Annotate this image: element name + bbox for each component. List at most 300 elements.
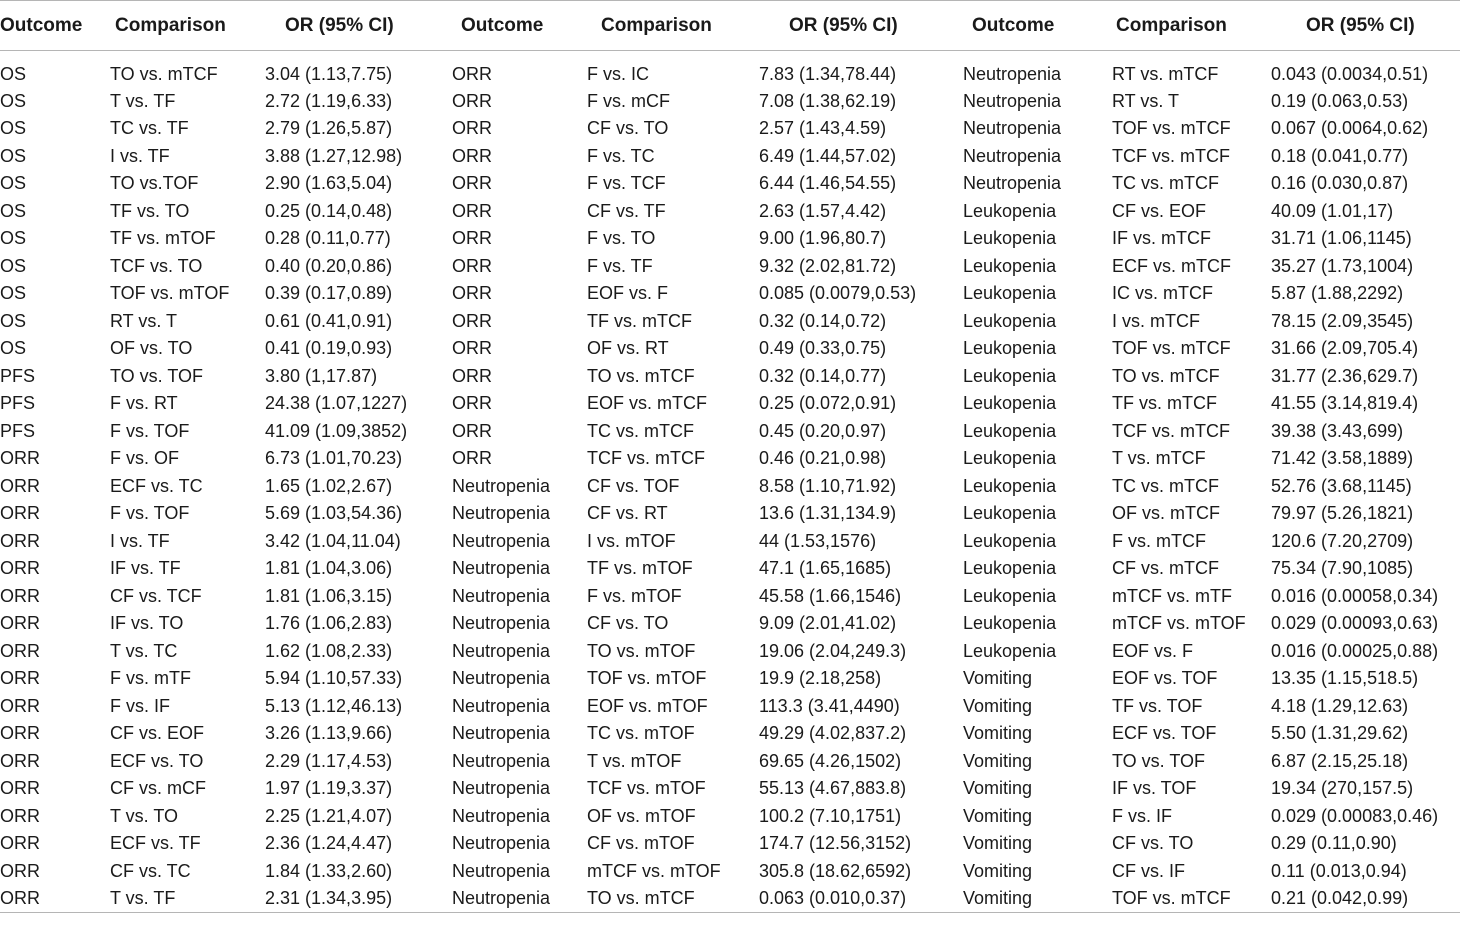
cell-comparison-3: ECF vs. mTCF [1112, 255, 1231, 276]
cell-comparison-2: CF vs. TO [587, 613, 669, 634]
cell-comparison-3: IC vs. mTCF [1112, 283, 1213, 304]
cell-comparison-1: F vs. TOF [110, 503, 190, 524]
cell-comparison-1: T vs. TF [110, 885, 265, 913]
cell-outcome-1: ORR [0, 695, 40, 716]
cell-outcome-1: OS [0, 283, 27, 304]
cell-or-ci-1: 1.65 (1.02,2.67) [265, 475, 393, 496]
cell-or-ci-3: 0.21 (0.042,0.99) [1271, 885, 1460, 913]
cell-or-ci-3: 0.043 (0.0034,0.51) [1271, 63, 1429, 84]
cell-or-ci-2: 2.57 (1.43,4.59) [759, 118, 887, 139]
cell-comparison-3: TC vs. mTCF [1112, 475, 1219, 496]
cell-outcome-2: Neutropenia [452, 530, 551, 551]
cell-comparison-3: mTCF vs. mTOF [1112, 613, 1246, 634]
cell-comparison-3: mTCF vs. mTF [1112, 585, 1232, 606]
cell-comparison-1: TO vs. TOF [110, 365, 204, 386]
cell-outcome-1: PFS [0, 393, 36, 414]
cell-or-ci-1: 2.29 (1.17,4.53) [265, 750, 393, 771]
table-row [0, 720, 1460, 748]
cell-or-ci-3: 71.42 (3.58,1889) [1271, 448, 1414, 469]
cell-or-ci-2: 113.3 (3.41,4490) [759, 695, 900, 716]
cell-or-ci-2: 7.83 (1.34,78.44) [759, 63, 897, 84]
cell-comparison-2: F vs. TF [587, 255, 653, 276]
cell-comparison-3: TCF vs. mTCF [1112, 420, 1230, 441]
cell-comparison-2: F vs. TO [587, 228, 656, 249]
cell-outcome-2: Neutropenia [452, 750, 551, 771]
cell-or-ci-2: 44 (1.53,1576) [759, 530, 877, 551]
cell-outcome-3: Vomiting [963, 860, 1033, 881]
cell-or-ci-2: 0.49 (0.33,0.75) [759, 338, 887, 359]
table-row [0, 803, 1460, 831]
cell-or-ci-3: 0.16 (0.030,0.87) [1271, 173, 1409, 194]
cell-outcome-3: Vomiting [963, 668, 1033, 689]
cell-comparison-2: T vs. mTOF [587, 750, 682, 771]
cell-outcome-1: ORR [0, 530, 40, 551]
cell-or-ci-3: 0.19 (0.063,0.53) [1271, 90, 1409, 111]
cell-or-ci-2: 0.25 (0.072,0.91) [759, 393, 897, 414]
cell-comparison-2: CF vs. TF [587, 200, 666, 221]
cell-comparison-3: TOF vs. mTCF [1112, 885, 1271, 913]
table-row [0, 51, 1460, 88]
cell-outcome-2: Neutropenia [452, 503, 551, 524]
cell-outcome-2: Neutropenia [452, 613, 551, 634]
cell-comparison-1: F vs. OF [110, 448, 179, 469]
cell-outcome-1: OS [0, 200, 27, 221]
cell-or-ci-3: 120.6 (7.20,2709) [1271, 530, 1414, 551]
cell-comparison-1: RT vs. T [110, 310, 178, 331]
cell-or-ci-3: 6.87 (2.15,25.18) [1271, 750, 1409, 771]
cell-or-ci-1: 0.41 (0.19,0.93) [265, 338, 393, 359]
cell-or-ci-3: 40.09 (1.01,17) [1271, 200, 1394, 221]
cell-comparison-3: CF vs. EOF [1112, 200, 1206, 221]
cell-comparison-1: T vs. TC [110, 640, 178, 661]
cell-comparison-2: mTCF vs. mTOF [587, 860, 721, 881]
cell-or-ci-1: 1.62 (1.08,2.33) [265, 640, 393, 661]
cell-outcome-3: Leukopenia [963, 640, 1057, 661]
cell-or-ci-1: 1.81 (1.06,3.15) [265, 585, 393, 606]
cell-comparison-2: CF vs. RT [587, 503, 668, 524]
cell-or-ci-2: 47.1 (1.65,1685) [759, 558, 892, 579]
cell-comparison-2: TCF vs. mTCF [587, 448, 705, 469]
cell-comparison-1: F vs. IF [110, 695, 170, 716]
cell-or-ci-3: 5.50 (1.31,29.62) [1271, 723, 1409, 744]
cell-outcome-2: Neutropenia [452, 640, 551, 661]
cell-outcome-3: Leukopenia [963, 283, 1057, 304]
cell-outcome-1: ORR [0, 503, 40, 524]
cell-outcome-3: Leukopenia [963, 420, 1057, 441]
cell-outcome-2: ORR [452, 255, 492, 276]
cell-outcome-2: ORR [452, 448, 492, 469]
header-or-ci-2: OR (95% CI) [759, 1, 963, 51]
cell-comparison-3: TO vs. TOF [1112, 750, 1206, 771]
cell-outcome-3: Leukopenia [963, 255, 1057, 276]
cell-or-ci-3: 19.34 (270,157.5) [1271, 778, 1414, 799]
header-or-ci-1: OR (95% CI) [265, 1, 452, 51]
cell-or-ci-2: 9.09 (2.01,41.02) [759, 613, 897, 634]
cell-comparison-1: IF vs. TO [110, 613, 184, 634]
table-body [0, 51, 1460, 913]
table-header [0, 1, 1460, 51]
cell-outcome-2: Neutropenia [452, 695, 551, 716]
cell-outcome-3: Vomiting [963, 695, 1033, 716]
cell-outcome-3: Neutropenia [963, 145, 1062, 166]
cell-outcome-2: ORR [452, 200, 492, 221]
cell-or-ci-3: 52.76 (3.68,1145) [1271, 475, 1412, 496]
cell-comparison-2: EOF vs. mTCF [587, 393, 707, 414]
cell-or-ci-3: 78.15 (2.09,3545) [1271, 310, 1414, 331]
cell-outcome-1: ORR [0, 723, 40, 744]
cell-comparison-1: T vs. TF [110, 90, 176, 111]
cell-outcome-2: Neutropenia [452, 585, 551, 606]
header-or-ci-3: OR (95% CI) [1271, 1, 1460, 51]
cell-outcome-3: Leukopenia [963, 228, 1057, 249]
cell-comparison-2: OF vs. RT [587, 338, 669, 359]
cell-comparison-3: OF vs. mTCF [1112, 503, 1220, 524]
cell-outcome-2: ORR [452, 145, 492, 166]
cell-outcome-2: Neutropenia [452, 833, 551, 854]
cell-outcome-3: Leukopenia [963, 558, 1057, 579]
cell-comparison-3: CF vs. mTCF [1112, 558, 1219, 579]
table-row [0, 418, 1460, 446]
table-row [0, 858, 1460, 886]
cell-comparison-2: F vs. mTOF [587, 585, 682, 606]
cell-or-ci-1: 6.73 (1.01,70.23) [265, 448, 403, 469]
cell-or-ci-2: 19.9 (2.18,258) [759, 668, 882, 689]
cell-outcome-3: Leukopenia [963, 200, 1057, 221]
cell-comparison-2: TOF vs. mTOF [587, 668, 707, 689]
cell-comparison-1: T vs. TO [110, 805, 179, 826]
cell-comparison-3: TO vs. mTCF [1112, 365, 1220, 386]
cell-comparison-2: F vs. TC [587, 145, 655, 166]
cell-or-ci-3: 75.34 (7.90,1085) [1271, 558, 1414, 579]
cell-comparison-2: EOF vs. F [587, 283, 668, 304]
cell-outcome-3: Vomiting [963, 885, 1112, 913]
cell-outcome-1: ORR [0, 778, 40, 799]
cell-outcome-2: Neutropenia [452, 723, 551, 744]
cell-comparison-1: F vs. RT [110, 393, 178, 414]
cell-or-ci-1: 2.36 (1.24,4.47) [265, 833, 393, 854]
cell-outcome-2: ORR [452, 228, 492, 249]
cell-outcome-3: Neutropenia [963, 63, 1062, 84]
cell-comparison-3: RT vs. T [1112, 90, 1180, 111]
cell-or-ci-1: 3.80 (1,17.87) [265, 365, 378, 386]
cell-or-ci-2: 69.65 (4.26,1502) [759, 750, 902, 771]
cell-or-ci-1: 1.76 (1.06,2.83) [265, 613, 393, 634]
cell-outcome-2: Neutropenia [452, 805, 551, 826]
cell-or-ci-3: 5.87 (1.88,2292) [1271, 283, 1404, 304]
cell-or-ci-3: 0.029 (0.00093,0.63) [1271, 613, 1439, 634]
cell-outcome-3: Leukopenia [963, 475, 1057, 496]
cell-or-ci-3: 0.029 (0.00083,0.46) [1271, 805, 1439, 826]
cell-outcome-1: ORR [0, 668, 40, 689]
cell-comparison-1: I vs. TF [110, 145, 170, 166]
cell-outcome-2: ORR [452, 393, 492, 414]
cell-comparison-2: CF vs. TOF [587, 475, 680, 496]
cell-or-ci-3: 0.11 (0.013,0.94) [1271, 860, 1407, 881]
cell-or-ci-1: 5.13 (1.12,46.13) [265, 695, 403, 716]
cell-outcome-1: OS [0, 228, 27, 249]
cell-or-ci-2: 45.58 (1.66,1546) [759, 585, 902, 606]
cell-outcome-3: Leukopenia [963, 530, 1057, 551]
cell-outcome-1: OS [0, 118, 27, 139]
cell-or-ci-3: 79.97 (5.26,1821) [1271, 503, 1414, 524]
cell-comparison-3: T vs. mTCF [1112, 448, 1206, 469]
cell-comparison-3: ECF vs. TOF [1112, 723, 1217, 744]
cell-or-ci-2: 6.49 (1.44,57.02) [759, 145, 897, 166]
cell-outcome-2: ORR [452, 118, 492, 139]
cell-outcome-1: ORR [0, 860, 40, 881]
cell-comparison-3: TOF vs. mTCF [1112, 338, 1231, 359]
cell-comparison-1: TCF vs. TO [110, 255, 203, 276]
cell-outcome-3: Vomiting [963, 723, 1033, 744]
cell-comparison-2: I vs. mTOF [587, 530, 676, 551]
cell-or-ci-1: 3.26 (1.13,9.66) [265, 723, 393, 744]
cell-or-ci-1: 1.97 (1.19,3.37) [265, 778, 393, 799]
cell-or-ci-3: 13.35 (1.15,518.5) [1271, 668, 1419, 689]
cell-comparison-2: TC vs. mTCF [587, 420, 694, 441]
cell-comparison-2: TO vs. mTOF [587, 640, 696, 661]
cell-outcome-2: Neutropenia [452, 475, 551, 496]
cell-comparison-1: ECF vs. TO [110, 750, 204, 771]
cell-outcome-2: ORR [452, 338, 492, 359]
cell-outcome-2: ORR [452, 63, 492, 84]
table-row [0, 170, 1460, 198]
cell-or-ci-3: 0.29 (0.11,0.90) [1271, 833, 1397, 854]
cell-or-ci-3: 31.77 (2.36,629.7) [1271, 365, 1419, 386]
cell-or-ci-1: 5.94 (1.10,57.33) [265, 668, 403, 689]
cell-outcome-3: Neutropenia [963, 118, 1062, 139]
cell-comparison-3: F vs. mTCF [1112, 530, 1206, 551]
table-row [0, 445, 1460, 473]
cell-comparison-2: TF vs. mTCF [587, 310, 692, 331]
cell-or-ci-2: 55.13 (4.67,883.8) [759, 778, 907, 799]
cell-or-ci-2: 174.7 (12.56,3152) [759, 833, 912, 854]
cell-or-ci-1: 1.81 (1.04,3.06) [265, 558, 393, 579]
cell-outcome-3: Neutropenia [963, 90, 1062, 111]
cell-outcome-1: OS [0, 90, 27, 111]
cell-outcome-1: ORR [0, 640, 40, 661]
cell-comparison-1: TOF vs. mTOF [110, 283, 230, 304]
cell-outcome-1: OS [0, 310, 27, 331]
table-row [0, 335, 1460, 363]
table-row [0, 143, 1460, 171]
cell-or-ci-1: 24.38 (1.07,1227) [265, 393, 408, 414]
cell-comparison-1: TC vs. TF [110, 118, 189, 139]
table-row [0, 473, 1460, 501]
cell-comparison-3: TF vs. TOF [1112, 695, 1203, 716]
cell-comparison-3: IF vs. mTCF [1112, 228, 1211, 249]
cell-or-ci-3: 35.27 (1.73,1004) [1271, 255, 1414, 276]
cell-comparison-3: CF vs. IF [1112, 860, 1185, 881]
cell-outcome-1: OS [0, 255, 27, 276]
cell-comparison-1: CF vs. EOF [110, 723, 204, 744]
cell-comparison-3: RT vs. mTCF [1112, 63, 1219, 84]
cell-or-ci-1: 0.40 (0.20,0.86) [265, 255, 393, 276]
cell-comparison-2: CF vs. TO [587, 118, 669, 139]
cell-outcome-3: Leukopenia [963, 338, 1057, 359]
cell-outcome-1: ORR [0, 805, 40, 826]
cell-comparison-3: EOF vs. TOF [1112, 668, 1218, 689]
header-comparison-2: Comparison [587, 1, 759, 51]
header-outcome-3: Outcome [963, 1, 1112, 51]
cell-comparison-1: F vs. TOF [110, 420, 190, 441]
cell-or-ci-2: 19.06 (2.04,249.3) [759, 640, 907, 661]
table-row [0, 253, 1460, 281]
cell-or-ci-2: 9.32 (2.02,81.72) [759, 255, 897, 276]
table-row [0, 225, 1460, 253]
cell-or-ci-1: 2.72 (1.19,6.33) [265, 90, 393, 111]
cell-outcome-1: ORR [0, 475, 40, 496]
cell-outcome-1: ORR [0, 448, 40, 469]
cell-outcome-1: ORR [0, 585, 40, 606]
cell-comparison-2: EOF vs. mTOF [587, 695, 708, 716]
cell-comparison-1: IF vs. TF [110, 558, 181, 579]
cell-or-ci-2: 0.45 (0.20,0.97) [759, 420, 887, 441]
cell-comparison-3: IF vs. TOF [1112, 778, 1197, 799]
cell-comparison-1: TO vs.TOF [110, 173, 199, 194]
cell-outcome-1: ORR [0, 750, 40, 771]
cell-comparison-3: F vs. IF [1112, 805, 1172, 826]
cell-comparison-3: TF vs. mTCF [1112, 393, 1217, 414]
cell-comparison-2: F vs. mCF [587, 90, 670, 111]
cell-comparison-2: F vs. IC [587, 63, 649, 84]
cell-comparison-3: TOF vs. mTCF [1112, 118, 1231, 139]
cell-outcome-2: ORR [452, 365, 492, 386]
cell-comparison-3: TCF vs. mTCF [1112, 145, 1230, 166]
cell-or-ci-3: 31.71 (1.06,1145) [1271, 228, 1412, 249]
header-comparison-1: Comparison [110, 1, 265, 51]
cell-or-ci-3: 41.55 (3.14,819.4) [1271, 393, 1419, 414]
header-outcome-2: Outcome [452, 1, 587, 51]
cell-comparison-2: TC vs. mTOF [587, 723, 695, 744]
cell-or-ci-2: 0.32 (0.14,0.72) [759, 310, 887, 331]
cell-or-ci-1: 2.25 (1.21,4.07) [265, 805, 393, 826]
cell-or-ci-1: 5.69 (1.03,54.36) [265, 503, 403, 524]
table-row [0, 693, 1460, 721]
cell-or-ci-3: 0.016 (0.00025,0.88) [1271, 640, 1439, 661]
cell-outcome-1: OS [0, 63, 27, 84]
cell-or-ci-2: 0.085 (0.0079,0.53) [759, 283, 917, 304]
cell-comparison-2: CF vs. mTOF [587, 833, 695, 854]
cell-outcome-3: Leukopenia [963, 365, 1057, 386]
cell-comparison-2: F vs. TCF [587, 173, 666, 194]
cell-outcome-3: Vomiting [963, 805, 1033, 826]
cell-comparison-1: ECF vs. TF [110, 833, 201, 854]
cell-outcome-3: Leukopenia [963, 448, 1057, 469]
table-row [0, 555, 1460, 583]
cell-comparison-1: CF vs. TC [110, 860, 191, 881]
cell-comparison-2: TF vs. mTOF [587, 558, 693, 579]
table-row [0, 830, 1460, 858]
cell-comparison-2: OF vs. mTOF [587, 805, 696, 826]
cell-or-ci-1: 1.84 (1.33,2.60) [265, 860, 393, 881]
cell-or-ci-3: 4.18 (1.29,12.63) [1271, 695, 1409, 716]
cell-or-ci-1: 3.42 (1.04,11.04) [265, 530, 401, 551]
header-outcome-1: Outcome [0, 1, 110, 51]
cell-comparison-3: TC vs. mTCF [1112, 173, 1219, 194]
table-row [0, 115, 1460, 143]
table-row [0, 500, 1460, 528]
cell-outcome-3: Leukopenia [963, 503, 1057, 524]
cell-outcome-3: Neutropenia [963, 173, 1062, 194]
cell-or-ci-2: 13.6 (1.31,134.9) [759, 503, 897, 524]
cell-or-ci-2: 305.8 (18.62,6592) [759, 860, 912, 881]
cell-or-ci-2: 7.08 (1.38,62.19) [759, 90, 897, 111]
cell-or-ci-1: 3.88 (1.27,12.98) [265, 145, 403, 166]
cell-outcome-2: ORR [452, 173, 492, 194]
cell-or-ci-2: 8.58 (1.10,71.92) [759, 475, 897, 496]
cell-or-ci-1: 0.39 (0.17,0.89) [265, 283, 393, 304]
cell-or-ci-1: 0.25 (0.14,0.48) [265, 200, 393, 221]
cell-or-ci-1: 0.61 (0.41,0.91) [265, 310, 393, 331]
table-row [0, 885, 1460, 913]
cell-or-ci-1: 2.79 (1.26,5.87) [265, 118, 393, 139]
cell-or-ci-1: 0.28 (0.11,0.77) [265, 228, 391, 249]
cell-or-ci-1: 3.04 (1.13,7.75) [265, 63, 393, 84]
cell-outcome-1: OS [0, 145, 27, 166]
cell-outcome-1: ORR [0, 885, 110, 913]
cell-or-ci-2: 49.29 (4.02,837.2) [759, 723, 907, 744]
cell-comparison-3: EOF vs. F [1112, 640, 1193, 661]
cell-outcome-3: Leukopenia [963, 310, 1057, 331]
cell-or-ci-3: 0.016 (0.00058,0.34) [1271, 585, 1439, 606]
table-row [0, 665, 1460, 693]
cell-outcome-3: Vomiting [963, 778, 1033, 799]
cell-outcome-3: Vomiting [963, 750, 1033, 771]
cell-or-ci-3: 31.66 (2.09,705.4) [1271, 338, 1419, 359]
header-comparison-3: Comparison [1112, 1, 1271, 51]
cell-outcome-1: OS [0, 173, 27, 194]
cell-comparison-2: TO vs. mTCF [587, 885, 759, 913]
table-row [0, 88, 1460, 116]
cell-comparison-1: I vs. TF [110, 530, 170, 551]
cell-outcome-2: ORR [452, 310, 492, 331]
cell-outcome-2: ORR [452, 283, 492, 304]
cell-or-ci-1: 2.31 (1.34,3.95) [265, 885, 452, 913]
table-row [0, 638, 1460, 666]
cell-outcome-2: Neutropenia [452, 778, 551, 799]
cell-outcome-1: PFS [0, 365, 36, 386]
cell-or-ci-2: 9.00 (1.96,80.7) [759, 228, 887, 249]
cell-or-ci-3: 0.067 (0.0064,0.62) [1271, 118, 1429, 139]
table-row [0, 610, 1460, 638]
table-row [0, 363, 1460, 391]
cell-outcome-2: Neutropenia [452, 860, 551, 881]
cell-outcome-2: Neutropenia [452, 558, 551, 579]
cell-or-ci-2: 6.44 (1.46,54.55) [759, 173, 897, 194]
cell-outcome-2: Neutropenia [452, 885, 587, 913]
table-row [0, 308, 1460, 336]
cell-or-ci-2: 0.46 (0.21,0.98) [759, 448, 887, 469]
cell-comparison-3: I vs. mTCF [1112, 310, 1200, 331]
cell-outcome-3: Leukopenia [963, 613, 1057, 634]
cell-comparison-1: TO vs. mTCF [110, 63, 218, 84]
table-row [0, 390, 1460, 418]
table-row [0, 198, 1460, 226]
cell-outcome-1: ORR [0, 558, 40, 579]
cell-or-ci-1: 2.90 (1.63,5.04) [265, 173, 393, 194]
cell-outcome-1: OS [0, 338, 27, 359]
cell-comparison-1: CF vs. TCF [110, 585, 202, 606]
cell-or-ci-2: 2.63 (1.57,4.42) [759, 200, 887, 221]
cell-outcome-1: PFS [0, 420, 36, 441]
cell-comparison-1: TF vs. mTOF [110, 228, 216, 249]
cell-comparison-1: ECF vs. TC [110, 475, 203, 496]
table-row [0, 280, 1460, 308]
header-row [0, 1, 1460, 51]
cell-outcome-3: Vomiting [963, 833, 1033, 854]
table-row [0, 775, 1460, 803]
cell-outcome-1: ORR [0, 613, 40, 634]
